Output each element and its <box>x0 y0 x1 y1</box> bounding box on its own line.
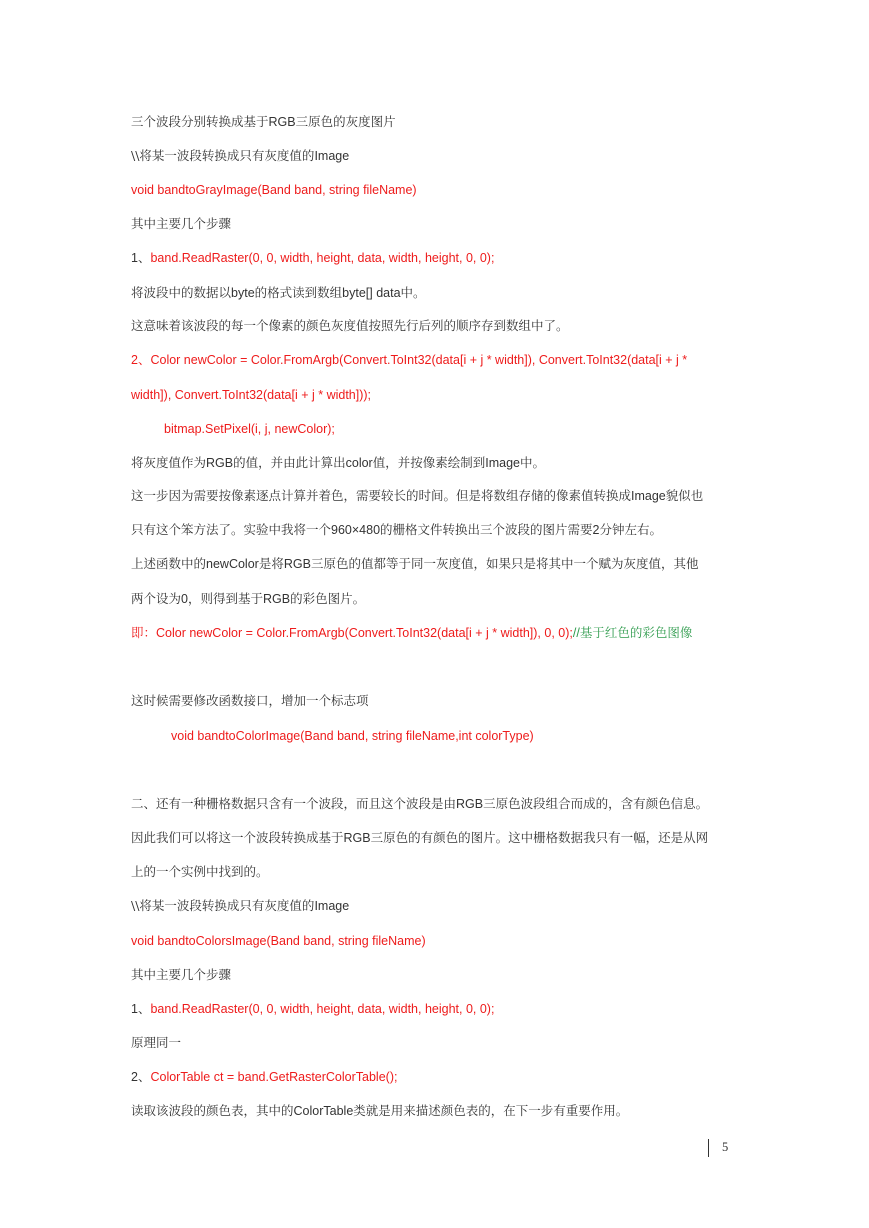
text-segment: 、 <box>137 1069 151 1084</box>
page-number: 5 <box>722 1140 729 1154</box>
text-segment: RGB <box>268 115 296 129</box>
text-segment: 960×480 <box>331 523 381 537</box>
text-segment: // <box>572 626 580 640</box>
text-segment: void bandtoGrayImage(Band band, string fileName) <box>131 183 417 197</box>
text-segment: 这时候需要修改函数接口，增加一个标志项 <box>131 693 369 708</box>
text-segment: width]), Convert.ToInt32(data[i + j * width])); <box>131 388 372 402</box>
text-segment: 上的一个实例中找到的。 <box>131 864 269 879</box>
text-segment: 的彩色图片。 <box>290 591 366 606</box>
text-segment: 分钟左右。 <box>599 522 663 537</box>
text-segment: 基于红色的彩色图像 <box>579 625 693 640</box>
text-segment: 三原色的灰度图片 <box>295 114 396 129</box>
text-line <box>131 285 426 301</box>
text-segment: 的值，并由此计算出 <box>233 455 346 470</box>
text-segment: 1 <box>131 251 138 265</box>
text-segment: RGB <box>456 797 484 811</box>
text-line <box>131 864 269 880</box>
text-line <box>131 488 703 504</box>
text-segment: Color newColor = Color.FromArgb(Convert.ToInt32(data[i + j * width]), 0, 0); <box>156 626 573 640</box>
text-segment: 二、还有一种栅格数据只含有一个波段，而且这个波段是由 <box>131 796 457 811</box>
text-segment: Image <box>314 149 350 163</box>
text-line <box>131 1069 397 1085</box>
text-segment: Image <box>485 456 520 470</box>
text-segment: 上述函数中的 <box>131 556 207 571</box>
text-segment: Color newColor = Color.FromArgb(Convert.ToInt32(data[i + j * width]), Convert.ToInt32(data[i + j * <box>150 353 688 367</box>
text-line <box>131 114 396 130</box>
text-line <box>131 898 349 914</box>
text-segment: 三原色波段组合而成的，含有颜色信息。 <box>483 796 709 811</box>
text-segment: ，则得到基于 <box>187 591 263 606</box>
text-segment: 其中主要几个步骤 <box>131 967 232 982</box>
text-segment: \\将某一波段转换成只有灰度值的 <box>131 148 315 163</box>
text-line <box>131 625 692 641</box>
text-segment: 0 <box>181 592 188 606</box>
text-segment: 读取该波段的颜色表，其中的 <box>131 1103 294 1118</box>
text-segment: 三原色的值都等于同一灰度值，如果只是将其中一个赋为灰度值，其他 <box>310 556 699 571</box>
text-line <box>131 148 349 164</box>
text-line <box>131 1103 628 1119</box>
text-segment: void bandtoColorsImage(Band band, string fileName) <box>131 934 426 948</box>
text-segment: band.ReadRaster(0, 0, width, height, data, width, height, 0, 0); <box>150 1002 495 1016</box>
text-segment: byte <box>231 286 255 300</box>
text-segment: bitmap.SetPixel(i, j, newColor); <box>164 422 335 436</box>
text-line <box>131 933 426 949</box>
text-line <box>131 1035 181 1051</box>
text-segment: void bandtoColorImage(Band band, string fileName,int colorType) <box>171 729 534 743</box>
text-segment: 中。 <box>400 285 426 300</box>
text-segment: 将波段中的数据以 <box>131 285 232 300</box>
text-segment: 这一步因为需要按像素逐点计算并着色，需要较长的时间。但是将数组存储的像素值转换成 <box>131 488 632 503</box>
text-segment: 的栅格文件转换出三个波段的图片需要 <box>380 522 593 537</box>
text-segment: 中。 <box>519 455 545 470</box>
text-segment: 因此我们可以将这一个波段转换成基于 <box>131 830 344 845</box>
text-segment: 、 <box>137 352 151 367</box>
text-segment: 貌似也 <box>665 488 704 503</box>
text-segment: 其中主要几个步骤 <box>131 216 232 231</box>
text-segment: 即： <box>131 625 157 640</box>
text-line <box>131 182 417 198</box>
text-segment: RGB <box>343 831 371 845</box>
text-line <box>164 421 335 437</box>
page-number-divider <box>708 1139 709 1157</box>
text-segment: byte[] data <box>342 286 401 300</box>
text-segment: band.ReadRaster(0, 0, width, height, data, width, height, 0, 0); <box>150 251 495 265</box>
text-segment: Image <box>314 899 350 913</box>
text-segment: RGB <box>283 557 311 571</box>
text-segment: 这意味着该波段的每一个像素的颜色灰度值按照先行后列的顺序存到数组中了。 <box>131 318 569 333</box>
text-line <box>131 796 708 812</box>
text-line <box>131 830 708 846</box>
text-segment: color <box>345 456 373 470</box>
text-line <box>131 216 231 232</box>
text-segment: newColor <box>206 557 259 571</box>
text-line <box>131 522 662 538</box>
text-segment: 三个波段分别转换成基于 <box>131 114 269 129</box>
text-segment: 1 <box>131 1002 138 1016</box>
text-segment: 的格式读到数组 <box>254 285 343 300</box>
text-line <box>131 455 545 471</box>
text-line <box>131 387 371 403</box>
text-segment: 、 <box>137 250 151 265</box>
text-line <box>131 318 569 334</box>
text-segment: \\将某一波段转换成只有灰度值的 <box>131 898 315 913</box>
text-segment: RGB <box>206 456 234 470</box>
text-line <box>131 591 365 607</box>
text-segment: 是将 <box>258 556 284 571</box>
text-segment: 2 <box>131 353 138 367</box>
text-line <box>131 693 369 709</box>
text-segment: 2 <box>592 523 600 537</box>
text-line <box>131 967 231 983</box>
text-segment: 只有这个笨方法了。实验中我将一个 <box>131 522 332 537</box>
text-segment: Image <box>631 489 666 503</box>
text-segment: ColorTable <box>293 1104 354 1118</box>
text-segment: 两个设为 <box>131 591 182 606</box>
text-segment: 类就是用来描述颜色表的，在下一步有重要作用。 <box>353 1103 629 1118</box>
text-segment: 原理同一 <box>131 1035 182 1050</box>
text-segment: 2 <box>131 1070 138 1084</box>
text-line <box>131 1001 494 1017</box>
text-segment: 值，并按像素绘制到 <box>372 455 486 470</box>
text-segment: 三原色的有颜色的图片。这中栅格数据我只有一幅，还是从网 <box>370 830 709 845</box>
text-line <box>131 556 698 572</box>
text-segment: RGB <box>262 592 291 606</box>
text-segment: 、 <box>137 1001 151 1016</box>
text-segment: 将灰度值作为 <box>131 455 207 470</box>
text-line <box>131 352 687 368</box>
text-segment: ColorTable ct = band.GetRasterColorTable(); <box>150 1070 398 1084</box>
text-line <box>171 728 534 744</box>
text-line <box>131 250 494 266</box>
